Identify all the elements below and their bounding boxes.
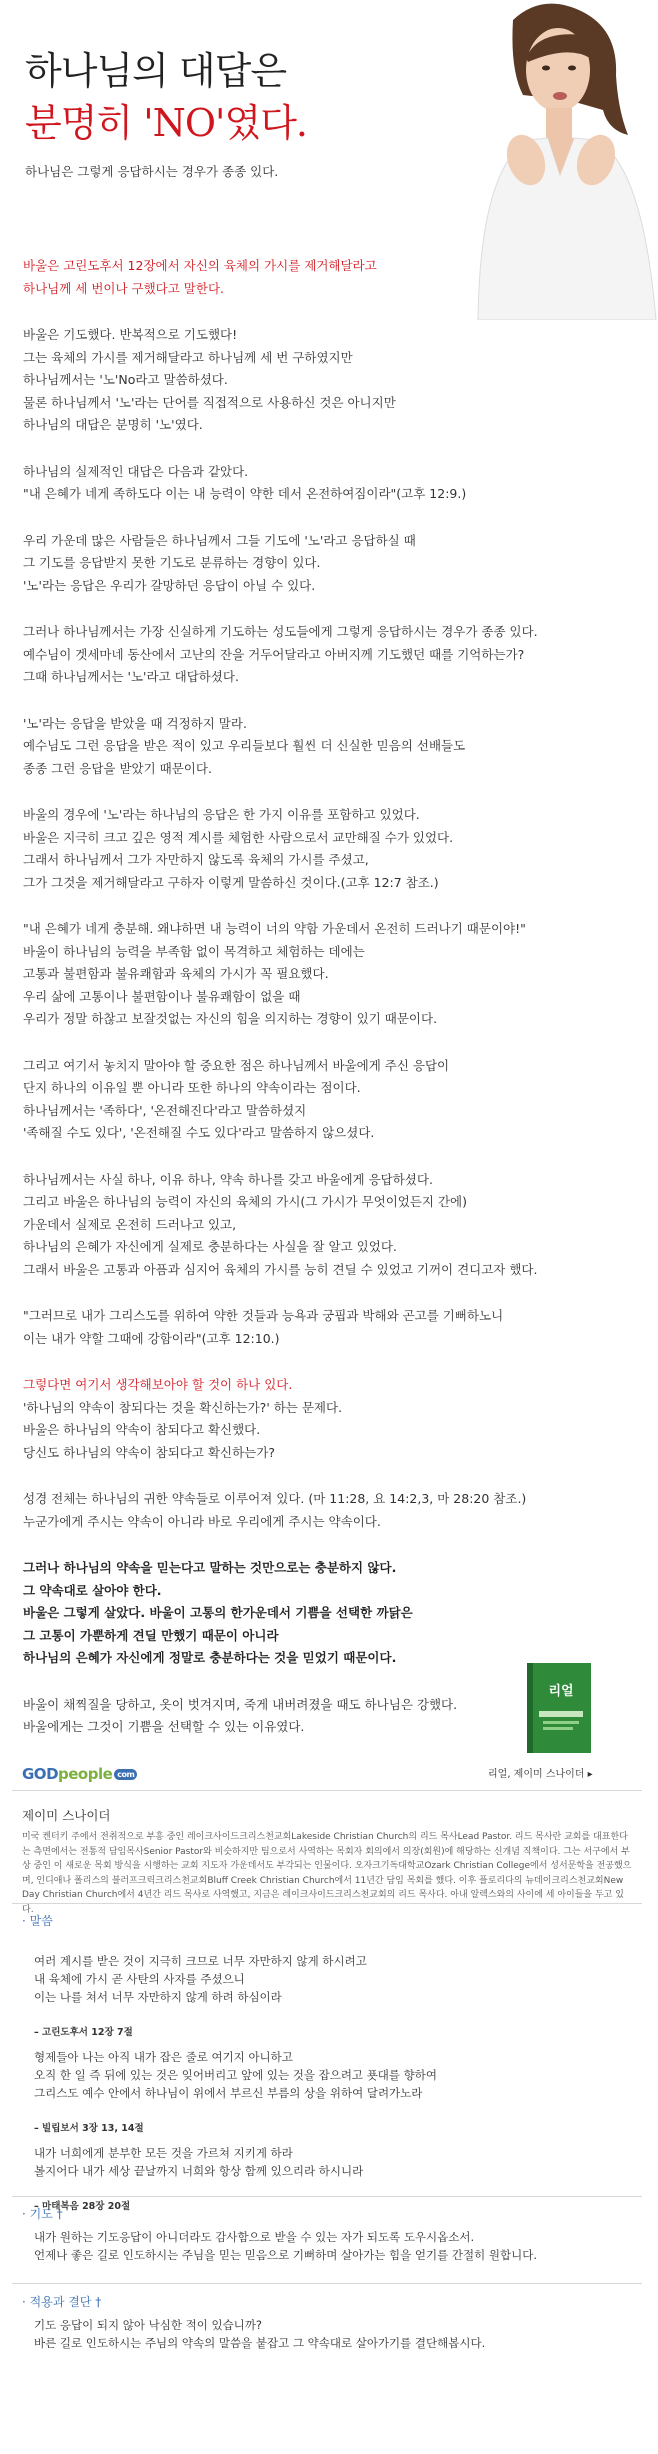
divider [12, 2196, 642, 2197]
verse-reference: – 고린도후서 12장 7절 [34, 2027, 133, 2038]
article-paragraph: "그러므로 내가 그리스도를 위하여 약한 것들과 능욕과 궁핍과 박해와 곤고를 기뻐하노니 이는 내가 약할 그때에 강함이라"(고후 12:10.) [23, 1308, 504, 1346]
article-paragraph: 하나님께서는 사실 하나, 이유 하나, 약속 하나를 갖고 바울에게 응답하셨다. 그리고 바울은 하나님의 능력이 자신의 육체의 가시(그 가시가 무엇이었든지 간에) 가운데서 실제로 온전히 드러나고 있고, 하나님의 은혜가 자신에게 실제로 충분하다는 사실을 잘 알고 있었다. 그래서 바울은 고통과 아픔과 심지어 육체의 가시를 능히 견딜 수 있었고 기꺼이 견디고자 했다. [23, 1171, 538, 1277]
divider [12, 1790, 642, 1791]
godpeople-logo[interactable]: GODpeople com [22, 1765, 137, 1783]
article-paragraph [23, 1374, 623, 1464]
author-name: 제이미 스나이더 [22, 1808, 111, 1823]
subtitle: 하나님은 그렇게 응답하시는 경우가 종종 있다. [25, 164, 279, 179]
article-paragraph: 우리 가운데 많은 사람들은 하나님께서 그들 기도에 '노'라고 응답하실 때 그 기도를 응답받지 못한 기도로 분류하는 경향이 있다. '노'라는 응답은 우리가 갈망하던 응답이 아닐 수 있다. [23, 532, 416, 593]
header [0, 0, 658, 235]
apply-text: 기도 응답이 되지 않아 낙심한 적이 있습니까? 바른 길로 인도하시는 주님의 약속의 말씀을 붙잡고 그 약속대로 살아가기를 결단해봅시다. [34, 2318, 486, 2350]
title-line-1: 하나님의 대답은 [25, 49, 287, 93]
article-paragraph: 그러나 하나님의 약속을 믿는다고 말하는 것만으로는 충분하지 않다. 그 약속대로 살아야 한다. 바울은 그렇게 살았다. 바울이 고통의 한가운데서 기쁨을 선택한 까닭은 그 고통이 가뿐하게 견딜 만했기 때문이 아니라 하나님의 은혜가 자신에게 정말로 충분하다는 것을 믿었기 때문이다. [23, 1560, 413, 1665]
book-caption[interactable]: 리얼, 제이미 스나이더 ▸ [488, 1769, 593, 1780]
article-paragraph: 바울은 기도했다. 반복적으로 기도했다! 그는 육체의 가시를 제거해달라고 하나님께 세 번 구하였지만 하나님께서는 '노'No라고 말씀하셨다. 물론 하나님께서 '노'라는 단어를 직접적으로 사용하신 것은 아니지만 하나님의 대답은 분명히 '노'였다. [23, 327, 396, 432]
article-paragraph: 그러나 하나님께서는 가장 신실하게 기도하는 성도들에게 그렇게 응답하시는 경우가 종종 있다. 예수님이 겟세마네 동산에서 고난의 잔을 거두어달라고 아버지께 기도했던 때를 기억하는가? 그때 하나님께서는 '노'라고 대답하셨다. [23, 624, 538, 684]
article-paragraph: 하나님의 실제적인 대답은 다음과 같았다. "내 은혜가 네게 족하도다 이는 내 능력이 약한 데서 온전하여짐이라"(고후 12:9.) [23, 463, 467, 501]
verse-text: 형제들아 나는 아직 내가 잡은 줄로 여기지 아니하고 오직 한 일 즉 뒤에 있는 것은 잊어버리고 앞에 있는 것을 잡으려고 푯대를 향하여 그리스도 예수 안에서 하나님이 위에서 부르신 부름의 상을 위하여 달려가노라 [34, 2050, 438, 2100]
paragraph-text: '하나님의 약속이 참되다는 것을 확신하는가?' 하는 문제다. 바울은 하나님의 약속이 참되다고 확신했다. 당신도 하나님의 약속이 참되다고 확신하는가? [23, 1399, 343, 1460]
title-line-2: 분명히 'NO'였다. [25, 101, 307, 145]
divider [12, 1903, 642, 1904]
section-title-apply: · 적용과 결단 † [22, 2295, 102, 2309]
article-paragraph: 그리고 여기서 놓치지 말아야 할 중요한 점은 하나님께서 바울에게 주신 응답이 단지 하나의 이유일 뿐 아니라 또한 하나의 약속이라는 점이다. 하나님께서는 '족하다', '온전해진다'라고 말씀하셨지 '족해질 수도 있다', '온전해질 수도 있다'라고 말씀하지 않으셨다. [23, 1057, 450, 1140]
highlight-line: 그렇다면 여기서 생각해보아야 할 것이 하나 있다. [23, 1377, 293, 1392]
article-paragraph: "내 은혜가 네게 충분해. 왜냐하면 내 능력이 너의 약함 가운데서 온전히 드러나기 때문이야!" 바울이 하나님의 능력을 부족함 없이 목격하고 체험하는 데에는 고통과 불편함과 불유쾌함과 육체의 가시가 꼭 필요했다. 우리 삶에 고통이나 불편함이나 불유쾌함이 없을 때 우리가 정말 하찮고 보잘것없는 자신의 힘을 의지하는 경향이 있기 때문이다. [23, 921, 526, 1026]
verse-text: 여러 계시를 받은 것이 지극히 크므로 너무 자만하지 않게 하시려고 내 육체에 가시 곧 사탄의 사자를 주셨으니 이는 나를 쳐서 너무 자만하지 않게 하려 하심이라 [34, 1954, 367, 2004]
verse-block [34, 2126, 634, 2234]
prayer-text: 내가 원하는 기도응답이 아니더라도 감사함으로 받을 수 있는 자가 되도록 도우시옵소서. 언제나 좋은 길로 인도하시는 주님을 믿는 믿음으로 기뻐하며 살아가는 힘을 얻기를 간절히 원합니다. [34, 2230, 537, 2262]
article-paragraph: 바울은 고린도후서 12장에서 자신의 육체의 가시를 제거해달라고 하나님께 세 번이나 구했다고 말한다. [23, 258, 377, 296]
verse-text: 내가 너희에게 분부한 모든 것을 가르쳐 지키게 하라 볼지어다 내가 세상 끝날까지 너희와 항상 함께 있으리라 하시니라 [34, 2146, 364, 2178]
author-bio: 미국 켄터키 주에서 전취적으로 부흥 중인 레이크사이드크리스천교회Lakeside Christian Church의 리드 목사Lead Pastor. 리드 목사란 교회를 대표한다는 측면에서는 전통적 담임목사Senior Pastor와 비슷하지만 팀으로서 사역하는 목회자 회의에서 의장(회원)에 해당하는 신개념 직책이다. 그는 서구에서 부상 중인 이 새로운 목회 방식을 시행하는 교회 지도자 가운데서도 부각되는 인물이다. 오자크기독대학교Ozark Christian College에서 성서문학을 전공했으며, 인디애나 폴리스의 블러프크릭크리스천교회Bluff Creek Christian Church에서 11년간 담임 목회를 했다. 이후 플로리다의 뉴데이크리스천교회New Day Christian Church에서 4년간 리드 목사로 사역했고, 지금은 레이크사이드크리스천교회의 리드 목사다. 아내 알렉스와의 사이에 세 아이들을 두고 있다. [22, 1832, 632, 1915]
article-paragraph: 바울의 경우에 '노'라는 하나님의 응답은 한 가지 이유를 포함하고 있었다. 바울은 지극히 크고 깊은 영적 계시를 체험한 사람으로서 교만해질 수가 있었다. 그래서 하나님께서 그가 자만하지 않도록 육체의 가시를 주셨고, 그가 그것을 제거해달라고 구하자 이렇게 말씀하신 것이다.(고후 12:7 참조.) [23, 807, 454, 890]
article-paragraph: 바울이 채찍질을 당하고, 옷이 벗겨지며, 죽게 내버려졌을 때도 하나님은 강했다. 바울에게는 그것이 기쁨을 선택할 수 있는 이유였다. [23, 1696, 458, 1734]
verse-reference: – 빌립보서 3장 13, 14절 [34, 2123, 144, 2134]
book-cover-image[interactable] [527, 1663, 591, 1753]
book-cover-title: 리얼 [548, 1684, 574, 1699]
verse-reference: – 마태복음 28장 20절 [34, 2201, 131, 2212]
article-body [23, 255, 623, 1763]
article-paragraph: '노'라는 응답을 받았을 때 걱정하지 말라. 예수님도 그런 응답을 받은 적이 있고 우리들보다 훨씬 더 신실한 믿음의 선배들도 종종 그런 응답을 받았기 때문이다. [23, 715, 466, 776]
divider [12, 2283, 642, 2284]
section-title-prayer: · 기도 † [22, 2207, 63, 2221]
section-title-word: · 말씀 [22, 1914, 53, 1928]
article-paragraph: 성경 전체는 하나님의 귀한 약속들로 이루어져 있다. (마 11:28, 요 14:2,3, 마 28:20 참조.) 누군가에게 주시는 약속이 아니라 바로 우리에게 주시는 약속이다. [23, 1491, 527, 1529]
